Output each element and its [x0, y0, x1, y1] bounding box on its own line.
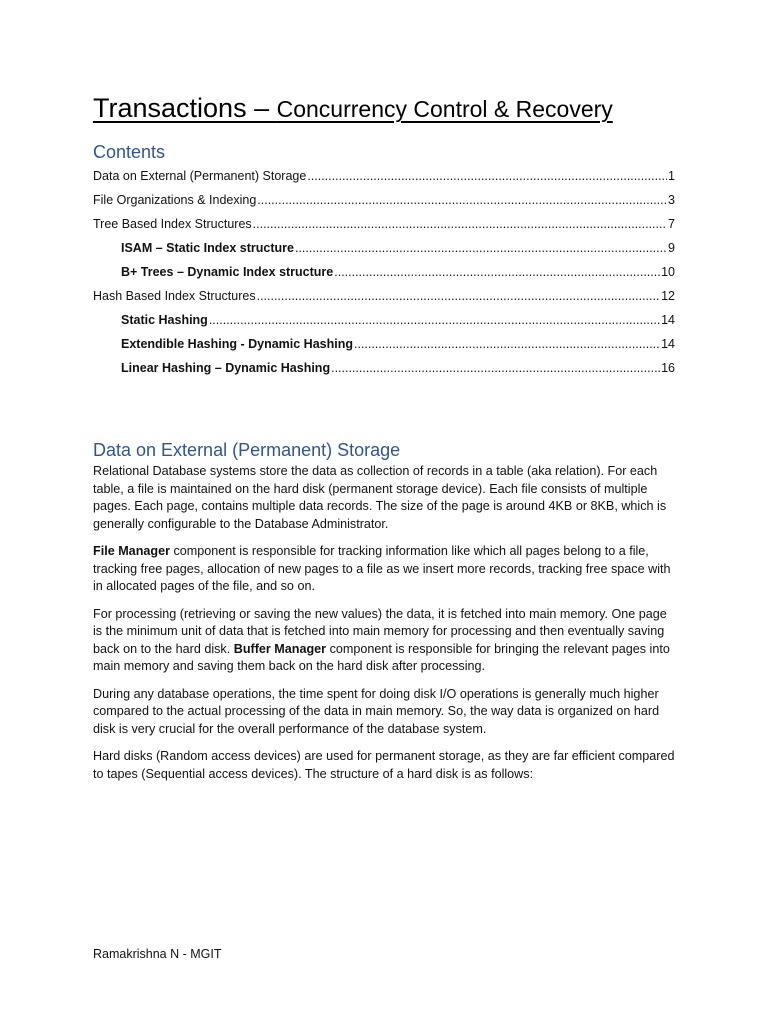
toc-entry-extendible-hashing[interactable]: [93, 332, 675, 356]
toc-page-number: 1: [668, 169, 675, 183]
paragraph-text: component is responsible for bringing the relevant pages into main memory and saving them back on the hard disk after processing.: [93, 641, 670, 673]
paragraph-text: For processing (retrieving or saving the new values) the data, it is fetched into main memory. One page is the minimum unit of data that is fetched into main memory for processing and then eventually saving back on to the hard disk.: [93, 606, 667, 656]
body-paragraph: Relational Database systems store the data as collection of records in a table (aka relation). For each table, a file is maintained on the hard disk (permanent storage device). Each file consists of multiple pages. Each page, contains multiple data records. The size of the page is around 4KB or 8KB, which is generally configurable to the Database Administrator.: [93, 464, 667, 531]
toc-page-number: 10: [661, 265, 675, 279]
toc-entry-label: Linear Hashing – Dynamic Hashing: [121, 361, 331, 375]
paragraph-text: component is responsible for tracking information like which all pages belong to a file, tracking free pages, allocation of new pages to a file as we insert more records, tracking free space with in allocated pages of the file, and so on.: [93, 544, 671, 593]
toc-entry-static-hashing[interactable]: [93, 308, 675, 332]
page-footer: Ramakrishna N - MGIT: [93, 947, 222, 961]
toc-page-number: 14: [661, 313, 675, 327]
toc-dot-leader: [334, 260, 660, 284]
section-heading: Data on External (Permanent) Storage: [93, 440, 401, 460]
toc-dot-leader: [209, 308, 660, 332]
toc-entry-label: ISAM – Static Index structure: [121, 241, 294, 255]
toc-entry-external-storage[interactable]: [93, 164, 675, 188]
body-paragraph: [93, 606, 675, 676]
toc-dot-leader: [257, 284, 661, 308]
document-title-main: Transactions –: [93, 93, 277, 123]
table-of-contents: [93, 164, 675, 380]
toc-entry-label: Static Hashing: [121, 313, 208, 327]
toc-entry-tree-index[interactable]: [93, 212, 675, 236]
toc-page-number: 12: [661, 289, 675, 303]
toc-dot-leader: [354, 332, 660, 356]
toc-heading: Contents: [93, 142, 166, 162]
toc-dot-leader: [257, 188, 667, 212]
toc-entry-bplus-trees[interactable]: [93, 260, 675, 284]
document-title: [93, 88, 613, 125]
file-manager-term: File Manager: [93, 544, 170, 558]
toc-entry-hash-index[interactable]: [93, 284, 675, 308]
body-paragraph: During any database operations, the time spent for doing disk I/O operations is generally much higher compared to the actual processing of the data in main memory. So, the way data is organized on hard disk is very crucial for the overall performance of the database system.: [93, 686, 660, 736]
toc-page-number: 16: [661, 361, 675, 375]
document-page: [93, 0, 675, 1024]
toc-entry-label: File Organizations & Indexing: [93, 193, 257, 207]
toc-page-number: 7: [668, 217, 675, 231]
body-paragraph: [93, 543, 675, 596]
body-paragraph: Hard disks (Random access devices) are used for permanent storage, as they are far efficient compared to tapes (Sequential access devices). The structure of a hard disk is as follows:: [93, 749, 675, 781]
toc-page-number: 9: [668, 241, 675, 255]
section-body: [93, 463, 675, 793]
toc-dot-leader: [307, 164, 667, 188]
toc-entry-label: B+ Trees – Dynamic Index structure: [121, 265, 334, 279]
document-title-sub: Concurrency Control & Recovery: [276, 96, 613, 122]
buffer-manager-term: Buffer Manager: [233, 641, 327, 656]
toc-dot-leader: [295, 236, 667, 260]
toc-entry-label: Tree Based Index Structures: [93, 217, 252, 231]
toc-dot-leader: [331, 356, 660, 380]
toc-page-number: 3: [668, 193, 675, 207]
toc-entry-label: Hash Based Index Structures: [93, 289, 256, 303]
toc-entry-label: Data on External (Permanent) Storage: [93, 169, 307, 183]
toc-entry-file-organizations[interactable]: [93, 188, 675, 212]
toc-entry-isam[interactable]: [93, 236, 675, 260]
toc-dot-leader: [253, 212, 667, 236]
toc-entry-label: Extendible Hashing - Dynamic Hashing: [121, 337, 353, 351]
toc-entry-linear-hashing[interactable]: [93, 356, 675, 380]
toc-page-number: 14: [661, 337, 675, 351]
